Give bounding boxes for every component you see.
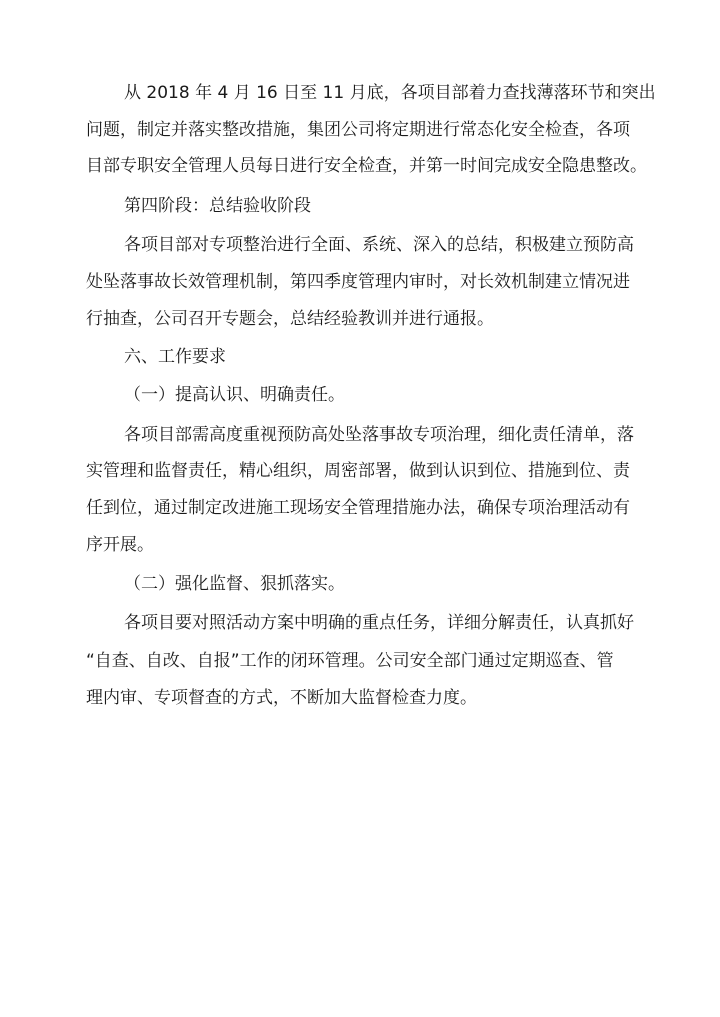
paragraph-4-line-2 [0, 644, 720, 678]
paragraph-3-line-2 [0, 454, 720, 488]
text-line: 各项目部对专项整治进行全面、系统、深入的总结，积极建立预防高 [124, 235, 634, 255]
text-line: 目部专职安全管理人员每日进行安全检查，并第一时间完成安全隐患整改。 [86, 156, 647, 176]
paragraph-1-line-3 [0, 149, 720, 183]
subsection-two-heading [0, 567, 720, 601]
paragraph-4-line-1 [0, 606, 720, 640]
heading-text: 第四阶段：总结验收阶段 [124, 196, 311, 216]
heading-text: （二）强化监督、狠抓落实。 [124, 574, 345, 594]
text-line: 处坠落事故长效管理机制，第四季度管理内审时，对长效机制建立情况进 [86, 272, 630, 292]
paragraph-2-line-2 [0, 265, 720, 299]
stage-four-heading [0, 189, 720, 223]
paragraph-2-line-3 [0, 302, 720, 336]
paragraph-3-line-1 [0, 418, 720, 452]
heading-text: 六、工作要求 [124, 347, 226, 367]
section-six-heading [0, 340, 720, 374]
text-line: 问题，制定并落实整改措施，集团公司将定期进行常态化安全检查，各项 [86, 120, 630, 140]
text-line: 理内审、专项督查的方式，不断加大监督检查力度。 [86, 688, 477, 708]
text-line: 各项目要对照活动方案中明确的重点任务，详细分解责任，认真抓好 [124, 613, 634, 633]
text-line: 各项目部需高度重视预防高处坠落事故专项治理，细化责任清单，落 [124, 425, 634, 445]
text-line: 行抽查，公司召开专题会，总结经验教训并进行通报。 [86, 309, 494, 329]
paragraph-3-line-3 [0, 491, 720, 525]
paragraph-2-line-1 [0, 228, 720, 262]
text-line: 从 2018 年 4 月 16 日至 11 月底，各项目部着力查找薄落环节和突出 [124, 83, 656, 103]
paragraph-1-line-1 [0, 76, 720, 110]
subsection-one-heading [0, 378, 720, 412]
text-line: 任到位，通过制定改进施工现场安全管理措施办法，确保专项治理活动有 [86, 498, 630, 518]
paragraph-4-line-3 [0, 681, 720, 715]
text-line: 序开展。 [86, 535, 154, 555]
heading-text: （一）提高认识、明确责任。 [124, 385, 345, 405]
text-line: “自查、自改、自报”工作的闭环管理。公司安全部门通过定期巡查、管 [86, 651, 614, 671]
paragraph-3-line-4 [0, 528, 720, 562]
text-line: 实管理和监督责任，精心组织，周密部署，做到认识到位、措施到位、责 [86, 461, 630, 481]
paragraph-1-line-2 [0, 113, 720, 147]
